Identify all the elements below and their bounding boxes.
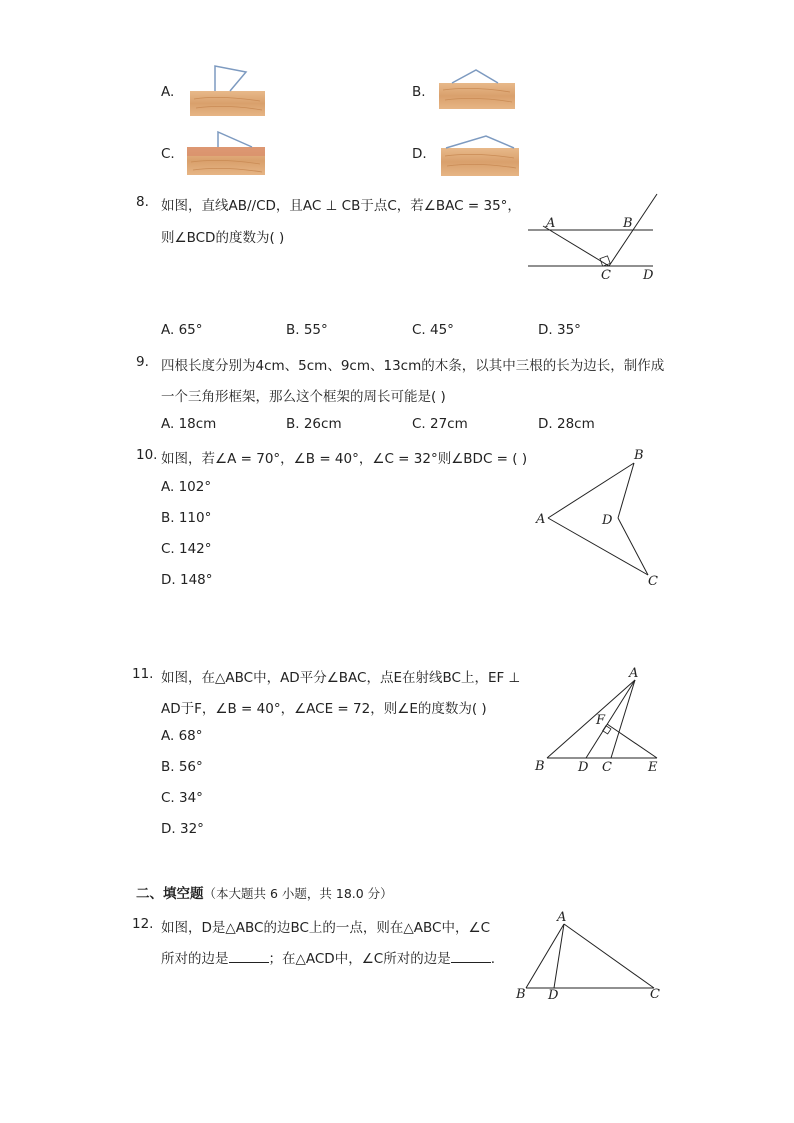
q8-option-d[interactable]: D. 35° xyxy=(538,322,581,338)
section-heading xyxy=(136,882,393,902)
q7-option-b-letter: B. xyxy=(412,84,426,100)
q7-option-d-image xyxy=(440,134,524,178)
q12-label-d: D xyxy=(548,988,559,1003)
q12-figure xyxy=(520,918,660,994)
q12-stem-line2 xyxy=(161,947,495,967)
q12-blank-1[interactable] xyxy=(229,950,269,963)
q8-option-b[interactable]: B. 55° xyxy=(286,322,328,338)
q7-option-c-letter: C. xyxy=(161,146,175,162)
q8-option-c[interactable]: C. 45° xyxy=(412,322,454,338)
q11-label-f: F xyxy=(596,713,606,728)
q10-option-c[interactable]: C. 142° xyxy=(161,541,212,557)
q12-number: 12. xyxy=(132,916,154,932)
q9-stem-line1: 四根长度分别为4cm、5cm、9cm、13cm的木条，以其中三根的长为边长，制作成 xyxy=(161,358,665,374)
q11-stem-line1: 如图，在△ABC中，AD平分∠BAC，点E在射线BC上，EF ⊥ xyxy=(161,670,521,686)
q7-option-b-image xyxy=(438,68,520,112)
q7-option-a-image xyxy=(190,64,270,124)
q12-text-a: 所对的边是 xyxy=(161,951,229,967)
q7-option-c-image xyxy=(186,130,270,178)
q8-label-a: A xyxy=(546,216,556,231)
q12-blank-2[interactable] xyxy=(451,950,491,963)
q10-label-c: C xyxy=(648,574,658,589)
q10-label-b: B xyxy=(634,448,644,463)
q11-label-b: B xyxy=(535,759,545,774)
q10-option-b[interactable]: B. 110° xyxy=(161,510,212,526)
q8-label-d: D xyxy=(643,268,654,283)
section-title: 二、填空题 xyxy=(136,886,204,902)
q12-label-b: B xyxy=(516,987,526,1002)
q12-text-b: ；在△ACD中，∠C所对的边是 xyxy=(268,951,451,967)
q11-number: 11. xyxy=(132,666,154,682)
q9-number: 9. xyxy=(136,354,149,370)
q11-label-c: C xyxy=(602,760,612,775)
q10-label-d: D xyxy=(602,513,613,528)
q9-option-d[interactable]: D. 28cm xyxy=(538,416,595,432)
q9-option-a[interactable]: A. 18cm xyxy=(161,416,217,432)
q8-number: 8. xyxy=(136,194,149,210)
q8-label-b: B xyxy=(623,216,633,231)
q8-stem-line2: 则∠BCD的度数为( ) xyxy=(161,230,285,246)
q11-option-c[interactable]: C. 34° xyxy=(161,790,203,806)
q11-label-e: E xyxy=(648,760,658,775)
q8-stem-line1: 如图，直线AB//CD，且AC ⊥ CB于点C，若∠BAC = 35°， xyxy=(161,198,521,214)
q10-number: 10. xyxy=(136,447,158,463)
q11-option-a[interactable]: A. 68° xyxy=(161,728,203,744)
q12-text-c: . xyxy=(490,951,496,967)
q8-option-a[interactable]: A. 65° xyxy=(161,322,203,338)
q11-stem-line2: AD于F，∠B = 40°，∠ACE = 72，则∠E的度数为( ) xyxy=(161,701,487,717)
q12-label-a: A xyxy=(557,910,567,925)
q9-option-b[interactable]: B. 26cm xyxy=(286,416,342,432)
q11-option-b[interactable]: B. 56° xyxy=(161,759,203,775)
q7-option-a-letter: A. xyxy=(161,84,175,100)
q7-option-d-letter: D. xyxy=(412,146,427,162)
q9-stem-line2: 一个三角形框架，那么这个框架的周长可能是( ) xyxy=(161,389,446,405)
q8-label-c: C xyxy=(601,268,611,283)
q11-label-d: D xyxy=(578,760,589,775)
q10-figure xyxy=(540,455,655,580)
q12-label-c: C xyxy=(650,987,660,1002)
q11-option-d[interactable]: D. 32° xyxy=(161,821,204,837)
q10-stem-line1: 如图，若∠A = 70°，∠B = 40°，∠C = 32°则∠BDC = ( ) xyxy=(161,451,528,467)
q10-option-d[interactable]: D. 148° xyxy=(161,572,213,588)
section-detail: （本大题共 6 小题，共 18.0 分） xyxy=(203,886,393,901)
q11-label-a: A xyxy=(629,666,639,681)
q9-option-c[interactable]: C. 27cm xyxy=(412,416,468,432)
q10-option-a[interactable]: A. 102° xyxy=(161,479,212,495)
q10-label-a: A xyxy=(536,512,546,527)
q12-stem-line1: 如图，D是△ABC的边BC上的一点，则在△ABC中，∠C xyxy=(161,920,491,936)
